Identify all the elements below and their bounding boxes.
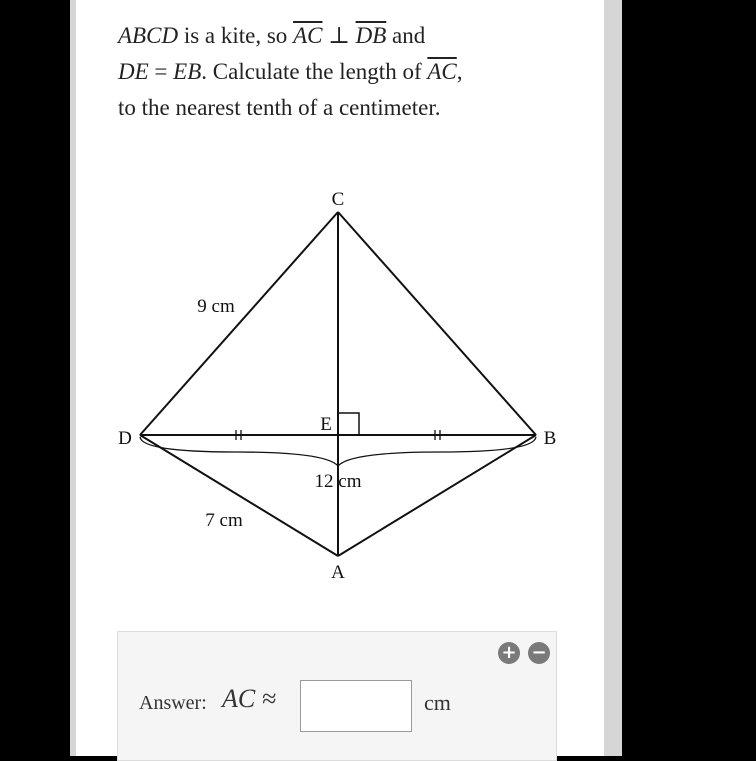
zoom-out-button[interactable]: − bbox=[528, 642, 550, 664]
segment-db: $\overline{DB}$ bbox=[355, 23, 387, 48]
zoom-in-button[interactable]: + bbox=[498, 642, 520, 664]
answer-label: Answer: bbox=[139, 692, 207, 714]
vertex-label-a: A bbox=[331, 562, 345, 583]
answer-input[interactable] bbox=[300, 680, 412, 732]
segment-ac: $\overline{AC}$ bbox=[293, 23, 323, 48]
right-angle-mark bbox=[338, 413, 359, 435]
kite-name: ABCD bbox=[118, 23, 179, 48]
vertex-label-d: D bbox=[118, 428, 132, 449]
comma: , bbox=[456, 59, 463, 84]
length-label-db: 12 cm bbox=[314, 471, 362, 492]
side-cb bbox=[338, 212, 536, 435]
vertex-label-b: B bbox=[543, 428, 557, 449]
text-nearest-tenth: to the nearest tenth of a centimeter. bbox=[118, 95, 441, 120]
answer-area bbox=[117, 631, 557, 761]
segment-de: DE bbox=[118, 59, 149, 84]
kite-diagram bbox=[76, 0, 604, 620]
text-is-kite: is a kite, so bbox=[178, 23, 294, 48]
point-label-e: E bbox=[320, 414, 332, 435]
length-label-da: 7 cm bbox=[205, 510, 243, 531]
answer-expression: AC ≈ bbox=[222, 684, 276, 713]
side-da bbox=[140, 435, 338, 556]
text-and: and bbox=[386, 23, 426, 48]
right-scroll-frame bbox=[604, 0, 622, 756]
segment-eb: EB bbox=[173, 59, 202, 84]
side-dc bbox=[140, 212, 338, 435]
answer-unit: cm bbox=[424, 690, 451, 715]
vertex-label-c: C bbox=[331, 189, 345, 210]
side-ab bbox=[338, 435, 536, 556]
text-calculate: . Calculate the length of bbox=[201, 59, 428, 84]
segment-ac-2: $\overline{AC}$ bbox=[427, 59, 457, 84]
equals-symbol: = bbox=[154, 59, 168, 84]
question-page bbox=[76, 0, 604, 756]
perpendicular-symbol: ⊥ bbox=[328, 23, 350, 48]
length-label-dc: 9 cm bbox=[197, 296, 235, 317]
